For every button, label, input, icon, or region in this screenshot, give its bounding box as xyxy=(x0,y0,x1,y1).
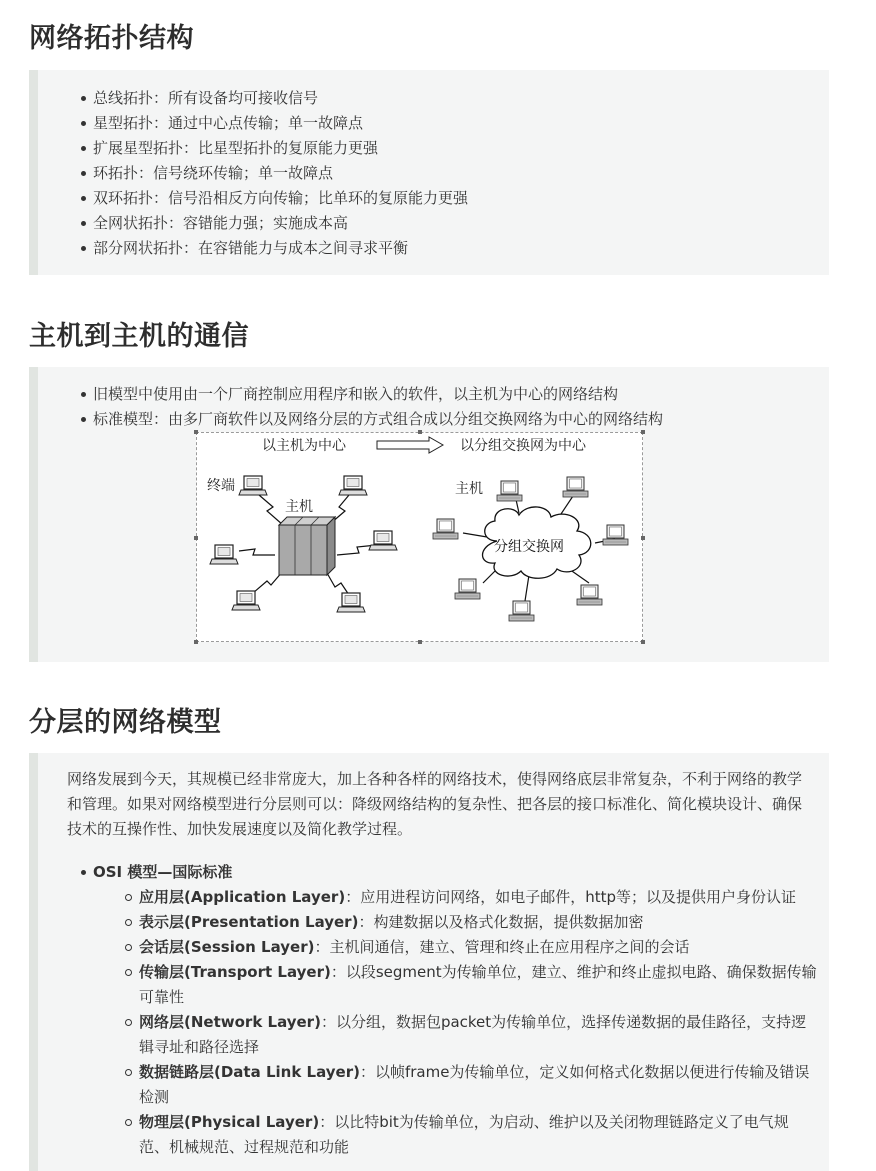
section-title-topology: 网络拓扑结构 xyxy=(29,23,194,54)
workstation-icon xyxy=(433,519,458,539)
list-item: 全网状拓扑：容错能力强；实施成本高 xyxy=(93,211,468,236)
terminal-icon xyxy=(232,591,260,610)
layer-name: 数据链路层(Data Link Layer) xyxy=(139,1063,360,1081)
layer-desc: ：以比特bit为传输单位，为启动、维护以及关闭物理链路定义了电气规范、机械规范、过程规范和功能 xyxy=(139,1113,789,1156)
osi-layer-list xyxy=(139,885,817,1160)
cloud-label: 分组交换网 xyxy=(494,539,564,555)
workstation-icon xyxy=(577,585,602,605)
topology-list xyxy=(93,86,468,261)
host-list xyxy=(93,382,663,432)
section-title-layers: 分层的网络模型 xyxy=(29,707,222,738)
host-label: 主机 xyxy=(455,481,483,497)
workstation-icon xyxy=(509,601,534,621)
list-item xyxy=(139,910,817,935)
network-diagram-svg xyxy=(197,433,642,641)
list-item xyxy=(139,960,817,1010)
terminal-icon xyxy=(339,476,367,495)
list-item xyxy=(139,935,817,960)
layer-name: 网络层(Network Layer) xyxy=(139,1013,321,1031)
terminal-icon xyxy=(239,476,267,495)
mainframe-label: 主机 xyxy=(285,499,313,515)
list-item: 旧模型中使用由一个厂商控制应用程序和嵌入的软件，以主机为中心的网络结构 xyxy=(93,382,663,407)
osi-heading: OSI 模型—国际标准 xyxy=(93,860,232,885)
layer-desc: ：主机间通信，建立、管理和终止在应用程序之间的会话 xyxy=(314,938,690,956)
list-item: 环拓扑：信号绕环传输；单一故障点 xyxy=(93,161,468,186)
layer-desc: ：构建数据以及格式化数据，提供数据加密 xyxy=(358,913,644,931)
layer-desc: ：以段segment为传输单位，建立、维护和终止虚拟电路、确保数据传输可靠性 xyxy=(139,963,817,1006)
layer-desc: ：以分组，数据包packet为传输单位，选择传递数据的最佳路径，支持逻辑寻址和路径选择 xyxy=(139,1013,807,1056)
list-item: 星型拓扑：通过中心点传输；单一故障点 xyxy=(93,111,468,136)
layers-blockquote xyxy=(29,753,829,1171)
arrow-icon xyxy=(377,437,443,453)
list-item: 标准模型：由多厂商软件以及网络分层的方式组合成以分组交换网络为中心的网络结构 xyxy=(93,407,663,432)
mainframe-icon xyxy=(279,517,335,575)
list-item xyxy=(139,885,817,910)
layer-name: 表示层(Presentation Layer) xyxy=(139,913,359,931)
terminal-label: 终端 xyxy=(207,478,235,494)
layer-desc: ：以帧frame为传输单位，定义如何格式化数据以便进行传输及错误检测 xyxy=(139,1063,810,1106)
list-item: 部分网状拓扑：在容错能力与成本之间寻求平衡 xyxy=(93,236,468,261)
intro-paragraph: 网络发展到今天，其规模已经非常庞大，加上各种各样的网络技术，使得网络底层非常复杂，不利于网络的教学和管理。如果对网络模型进行分层则可以：降级网络结构的复杂性、把各层的接口标准化、简化模块设计、确保技术的互操作性、加快发展速度以及简化教学过程。 xyxy=(67,770,803,838)
list-item: 双环拓扑：信号沿相反方向传输；比单环的复原能力更强 xyxy=(93,186,468,211)
workstation-icon xyxy=(455,579,480,599)
list-item xyxy=(139,1010,817,1060)
caption-packet-centric: 以分组交换网为中心 xyxy=(460,438,586,454)
list-item xyxy=(139,1110,817,1160)
workstation-icon xyxy=(603,525,628,545)
section-title-host: 主机到主机的通信 xyxy=(29,321,249,352)
list-item xyxy=(139,1060,817,1110)
terminal-icon xyxy=(369,531,397,550)
list-item: 扩展星型拓扑：比星型拓扑的复原能力更强 xyxy=(93,136,468,161)
network-diagram-image[interactable] xyxy=(196,432,643,642)
caption-host-centric: 以主机为中心 xyxy=(262,438,346,454)
workstation-icon xyxy=(563,477,588,497)
list-item: 总线拓扑：所有设备均可接收信号 xyxy=(93,86,468,111)
host-blockquote xyxy=(29,367,829,662)
layer-desc: ：应用进程访问网络，如电子邮件，http等；以及提供用户身份认证 xyxy=(345,888,796,906)
terminal-icon xyxy=(337,593,365,612)
workstation-icon xyxy=(497,481,522,501)
layer-name: 传输层(Transport Layer) xyxy=(139,963,331,981)
terminal-icon xyxy=(210,545,238,564)
layer-name: 应用层(Application Layer) xyxy=(139,888,346,906)
layer-name: 物理层(Physical Layer) xyxy=(139,1113,320,1131)
topology-blockquote xyxy=(29,70,829,275)
layer-name: 会话层(Session Layer) xyxy=(139,938,315,956)
